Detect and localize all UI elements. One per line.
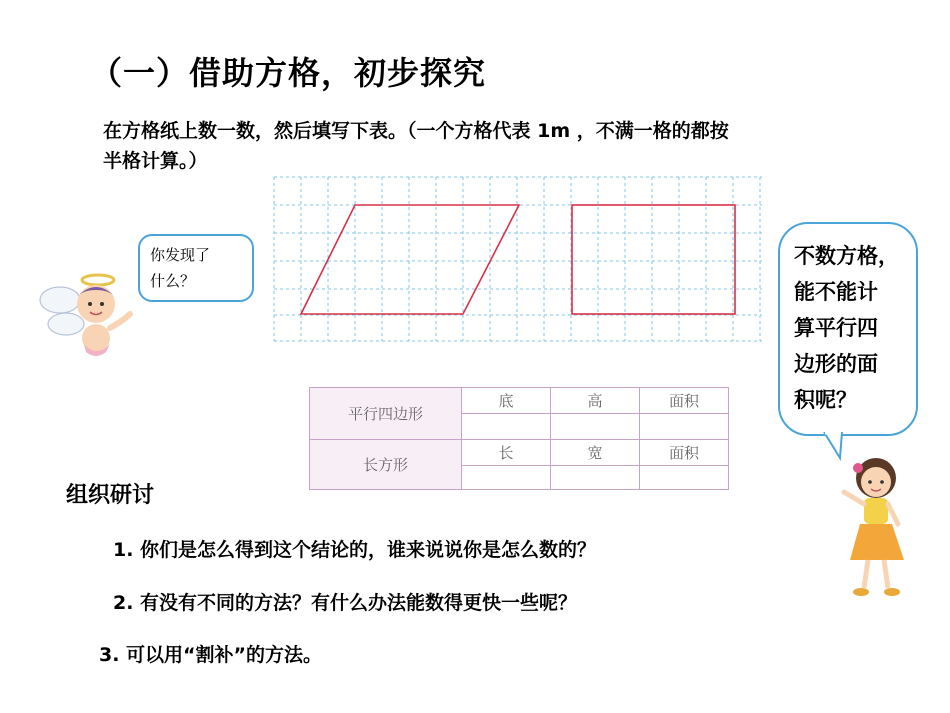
bubble-right-line: 能不能计 bbox=[794, 280, 878, 304]
header-area: 面积 bbox=[640, 388, 729, 414]
page-title: （一）借助方格，初步探究 bbox=[90, 54, 487, 92]
bubble-right-line: 算平行四 bbox=[794, 316, 878, 340]
question-item: 1. 你们是怎么得到这个结论的，谁来说说你是怎么数的？ bbox=[113, 539, 597, 561]
cell-height-value[interactable] bbox=[551, 414, 640, 440]
header-base: 底 bbox=[462, 388, 551, 414]
cell-length-value[interactable] bbox=[462, 466, 551, 490]
bubble-right-line: 积呢？ bbox=[794, 388, 857, 412]
question-item: 2. 有没有不同的方法？有什么办法能数得更快一些呢？ bbox=[113, 592, 578, 614]
instruction-line-2: 半格计算。） bbox=[103, 150, 208, 172]
bubble-right-line: 边形的面 bbox=[794, 352, 878, 376]
section-title: 组织研讨 bbox=[66, 483, 155, 508]
header-height: 高 bbox=[551, 388, 640, 414]
question-item: 3. 可以用“割补”的方法。 bbox=[99, 644, 323, 666]
grid-lines bbox=[274, 177, 762, 341]
girl-illustration bbox=[824, 452, 920, 602]
header-width: 宽 bbox=[551, 440, 640, 466]
cell-area-value[interactable] bbox=[640, 466, 729, 490]
bubble-right-line: 不数方格， bbox=[794, 244, 899, 268]
instruction-text bbox=[103, 116, 903, 176]
bubble-left-line-2: 什么？ bbox=[150, 272, 196, 290]
cell-base-value[interactable] bbox=[462, 414, 551, 440]
grid-paper bbox=[272, 175, 764, 345]
angel-illustration bbox=[38, 266, 138, 362]
speech-bubble-right bbox=[778, 222, 918, 436]
rectangle-shape bbox=[572, 205, 735, 314]
row-label-parallelogram: 平行四边形 bbox=[310, 388, 462, 440]
parallelogram-shape bbox=[301, 205, 519, 314]
header-area: 面积 bbox=[640, 440, 729, 466]
header-length: 长 bbox=[462, 440, 551, 466]
speech-bubble-left bbox=[138, 234, 254, 302]
fill-in-table bbox=[309, 387, 729, 490]
instruction-line-1: 在方格纸上数一数，然后填写下表。（一个方格代表 1m ，不满一格的都按 bbox=[103, 120, 729, 142]
bubble-left-line-1: 你发现了 bbox=[150, 246, 211, 264]
row-label-rectangle: 长方形 bbox=[310, 440, 462, 490]
cell-width-value[interactable] bbox=[551, 466, 640, 490]
cell-area-value[interactable] bbox=[640, 414, 729, 440]
